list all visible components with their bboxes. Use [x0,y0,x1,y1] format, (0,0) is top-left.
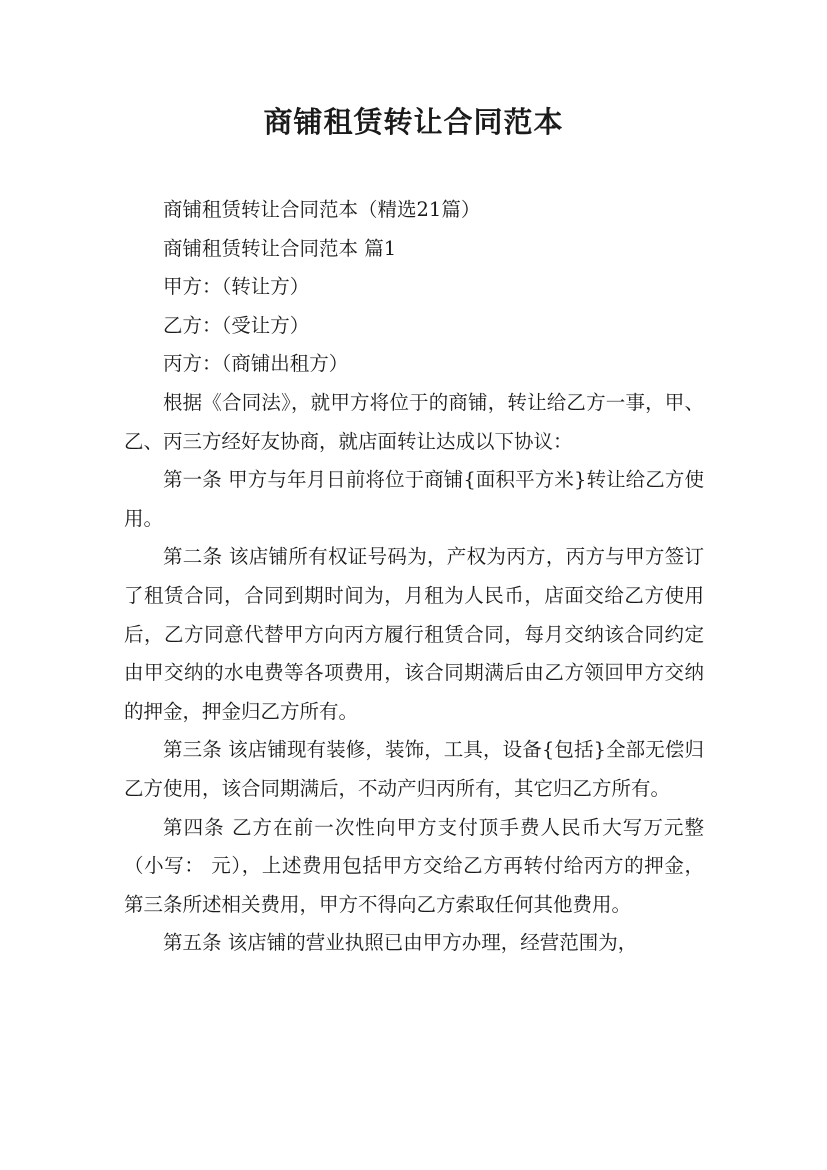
paragraph-article-1: 第一条 甲方与年月日前将位于商铺{面积平方米}转让给乙方使用。 [124,468,704,530]
paragraph-section-heading: 商铺租赁转让合同范本 篇1 [163,236,397,260]
document-body [124,191,704,963]
paragraph-subtitle: 商铺租赁转让合同范本（精选21篇） [163,198,481,221]
paragraph-party-a: 甲方：（转让方） [163,275,310,299]
paragraph-article-5: 第五条 该店铺的营业执照已由甲方办理，经营范围为， [163,931,638,955]
paragraph-article-4: 第四条 乙方在前一次性向甲方支付顶手费人民币大写万元整（小写： 元），上述费用包括甲方交给乙方再转付给丙方的押金，第三条所述相关费用，甲方不得向乙方索取任何其他费用。 [124,815,704,916]
paragraph-article-3: 第三条 该店铺现有装修，装饰，工具，设备{包括}全部无偿归乙方使用，该合同期满后，不动产归丙所有，其它归乙方所有。 [124,738,704,800]
paragraph-party-c: 丙方：（商铺出租方） [163,352,349,376]
paragraph-article-2: 第二条 该店铺所有权证号码为，产权为丙方，丙方与甲方签订了租赁合同，合同到期时间为，月租为人民币，店面交给乙方使用后，乙方同意代替甲方向丙方履行租赁合同，每月交纳该合同约定由甲交纳的水电费等各项费用，该合同期满后由乙方领回甲方交纳的押金，押金归乙方所有。 [124,545,704,723]
paragraph-party-b: 乙方：（受让方） [163,313,310,337]
paragraph-preamble: 根据《合同法》，就甲方将位于的商铺，转让给乙方一事，甲、乙、丙三方经好友协商，就店面转让达成以下协议： [124,390,704,453]
document-title: 商铺租赁转让合同范本 [263,105,564,139]
